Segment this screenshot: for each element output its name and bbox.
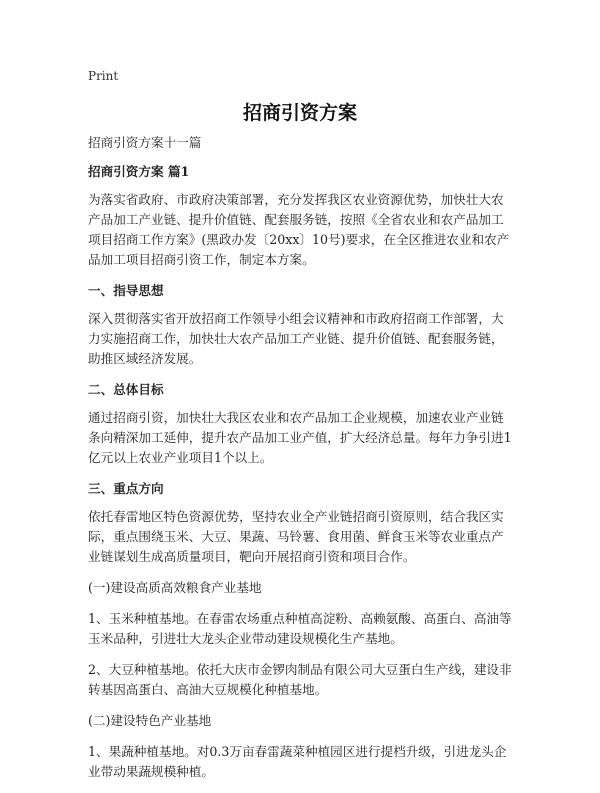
print-label[interactable]: Print bbox=[88, 69, 119, 83]
section-text-guiding: 深入贯彻落实省开放招商工作领导小组会议精神和市政府招商工作部署，大力实施招商工作，加快壮大农产品加工产业链、提升价值链、配套服务链，助推区域经济发展。 bbox=[88, 311, 504, 366]
intro-paragraph: 为落实省政府、市政府决策部署，充分发挥我区农业资源优势，加快壮大农产品加工产业链、提升价值链、配套服务链，按照《全省农业和农产品加工项目招商工作方案》(黑政办发〔20xx〕10号)要求，在全区推进农业和农产品加工项目招商引资工作，制定本方案。 bbox=[88, 192, 510, 267]
item-fruit-veg-base: 1、果蔬种植基地。对0.3万亩春雷蔬菜种植园区进行提档升级，引进龙头企业带动果蔬规模种植。 bbox=[88, 744, 507, 779]
page-title: 招商引资方案 bbox=[242, 102, 357, 124]
item-corn-base: 1、玉米种植基地。在春雷农场重点种植高淀粉、高赖氨酸、高蛋白、高油等玉米品种，引进壮大龙头企业带动建设规模化生产基地。 bbox=[88, 611, 512, 646]
document-subtitle: 招商引资方案十一篇 bbox=[88, 135, 202, 150]
section-text-goals: 通过招商引资，加快壮大我区农业和农产品加工企业规模，加速农业产业链条向精深加工延伸，提升农产品加工业产值，扩大经济总量。每年力争引进1亿元以上农业产业项目1个以上。 bbox=[88, 410, 512, 465]
section-heading-guiding: 一、指导思想 bbox=[88, 283, 164, 298]
subsection-special-base: (二)建设特色产业基地 bbox=[88, 713, 212, 728]
section-text-focus: 依托春雷地区特色资源优势，坚持农业全产业链招商引资原则，结合我区实际，重点围绕玉米、大豆、果蔬、马铃薯、食用菌、鲜食玉米等农业重点产业链谋划生成高质量项目，靶向开展招商引资和项目合作。 bbox=[88, 509, 504, 564]
item-soybean-base: 2、大豆种植基地。依托大庆市金锣肉制品有限公司大豆蛋白生产线，建设非转基因高蛋白、高油大豆规模化种植基地。 bbox=[88, 662, 512, 697]
section-heading-goals: 二、总体目标 bbox=[88, 382, 164, 397]
document-body bbox=[88, 133, 515, 793]
subsection-grain-base: (一)建设高质高效粮食产业基地 bbox=[88, 580, 262, 595]
section-heading-focus: 三、重点方向 bbox=[88, 481, 164, 496]
article-heading: 招商引资方案 篇1 bbox=[88, 164, 190, 179]
